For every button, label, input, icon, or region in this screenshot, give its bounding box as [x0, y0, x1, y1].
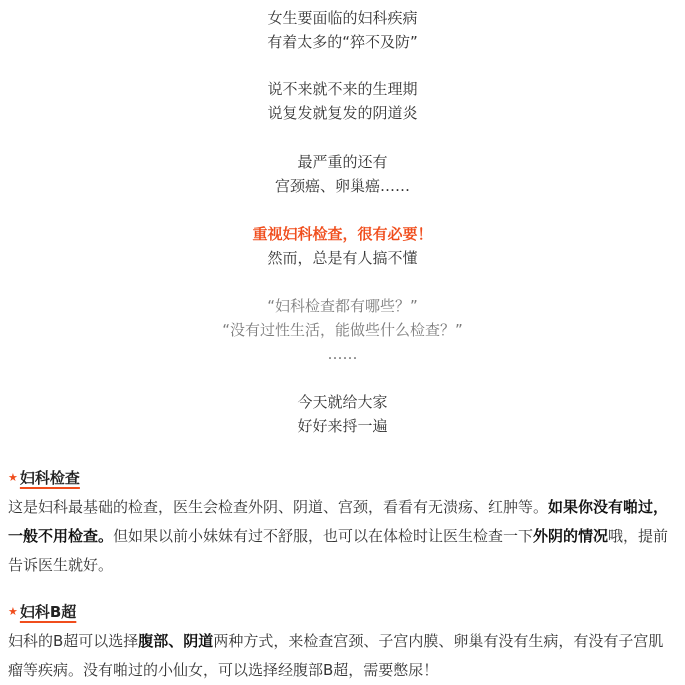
intro-group-1 — [0, 6, 685, 54]
intro-line: 说复发就复发的阴道炎 — [267, 104, 418, 122]
section-body — [8, 493, 678, 580]
body-text: 哦，提前告诉医生就好。 — [8, 527, 669, 574]
question-line: “没有过性生活，能做些什么检查？” — [222, 321, 463, 339]
star-icon: ★ — [8, 471, 18, 484]
intro-line: 说不来就不来的生理期 — [267, 80, 418, 98]
ellipsis-line: …… — [327, 345, 358, 363]
section-title-text: 妇科B超 — [19, 603, 77, 621]
intro-group-5 — [0, 294, 685, 366]
intro-group-2 — [0, 77, 685, 125]
intro-line: 有着太多的“猝不及防” — [267, 33, 418, 51]
section-gyn-ultrasound — [8, 601, 678, 685]
body-text: 但如果以前小妹妹有过不舒服，也可以在体检时让医生检查一下 — [113, 527, 534, 545]
section-gyn-exam — [8, 467, 678, 580]
intro-group-6 — [0, 390, 685, 438]
section-title — [8, 601, 678, 623]
question-line: “妇科检查都有哪些？” — [267, 297, 418, 315]
intro-group-3 — [0, 150, 685, 198]
body-text: 妇科的B超可以选择 — [8, 632, 139, 650]
intro-line: 好好来捋一遍 — [297, 417, 388, 435]
intro-line: 今天就给大家 — [297, 393, 388, 411]
body-text: 两种方式，来检查宫颈、子宫内膜、卵巢有没有生病，有没有子宫肌瘤等疾病。没有啪过的小仙女，可以选择经腹部B超，需要憋尿！ — [8, 632, 664, 679]
body-bold-text: 腹部、阴道 — [138, 632, 214, 650]
body-bold-text: 如果你没有啪过，一般不用检查。 — [8, 498, 669, 545]
section-body — [8, 627, 678, 685]
intro-group-4 — [0, 222, 685, 270]
body-bold-text: 外阴的情况 — [533, 527, 609, 545]
section-title — [8, 467, 678, 489]
body-text: 这是妇科最基础的检查，医生会检查外阴、阴道、宫颈，看看有无溃疡、红肿等。 — [8, 498, 549, 516]
intro-line: 女生要面临的妇科疾病 — [267, 9, 418, 27]
highlight-line: 重视妇科检查，很有必要！ — [252, 225, 433, 243]
star-icon: ★ — [8, 605, 18, 618]
section-title-text: 妇科检查 — [19, 469, 80, 487]
intro-line: 然而，总是有人搞不懂 — [267, 249, 418, 267]
intro-line: 宫颈癌、卵巢癌…… — [274, 177, 410, 195]
intro-line: 最严重的还有 — [297, 153, 388, 171]
